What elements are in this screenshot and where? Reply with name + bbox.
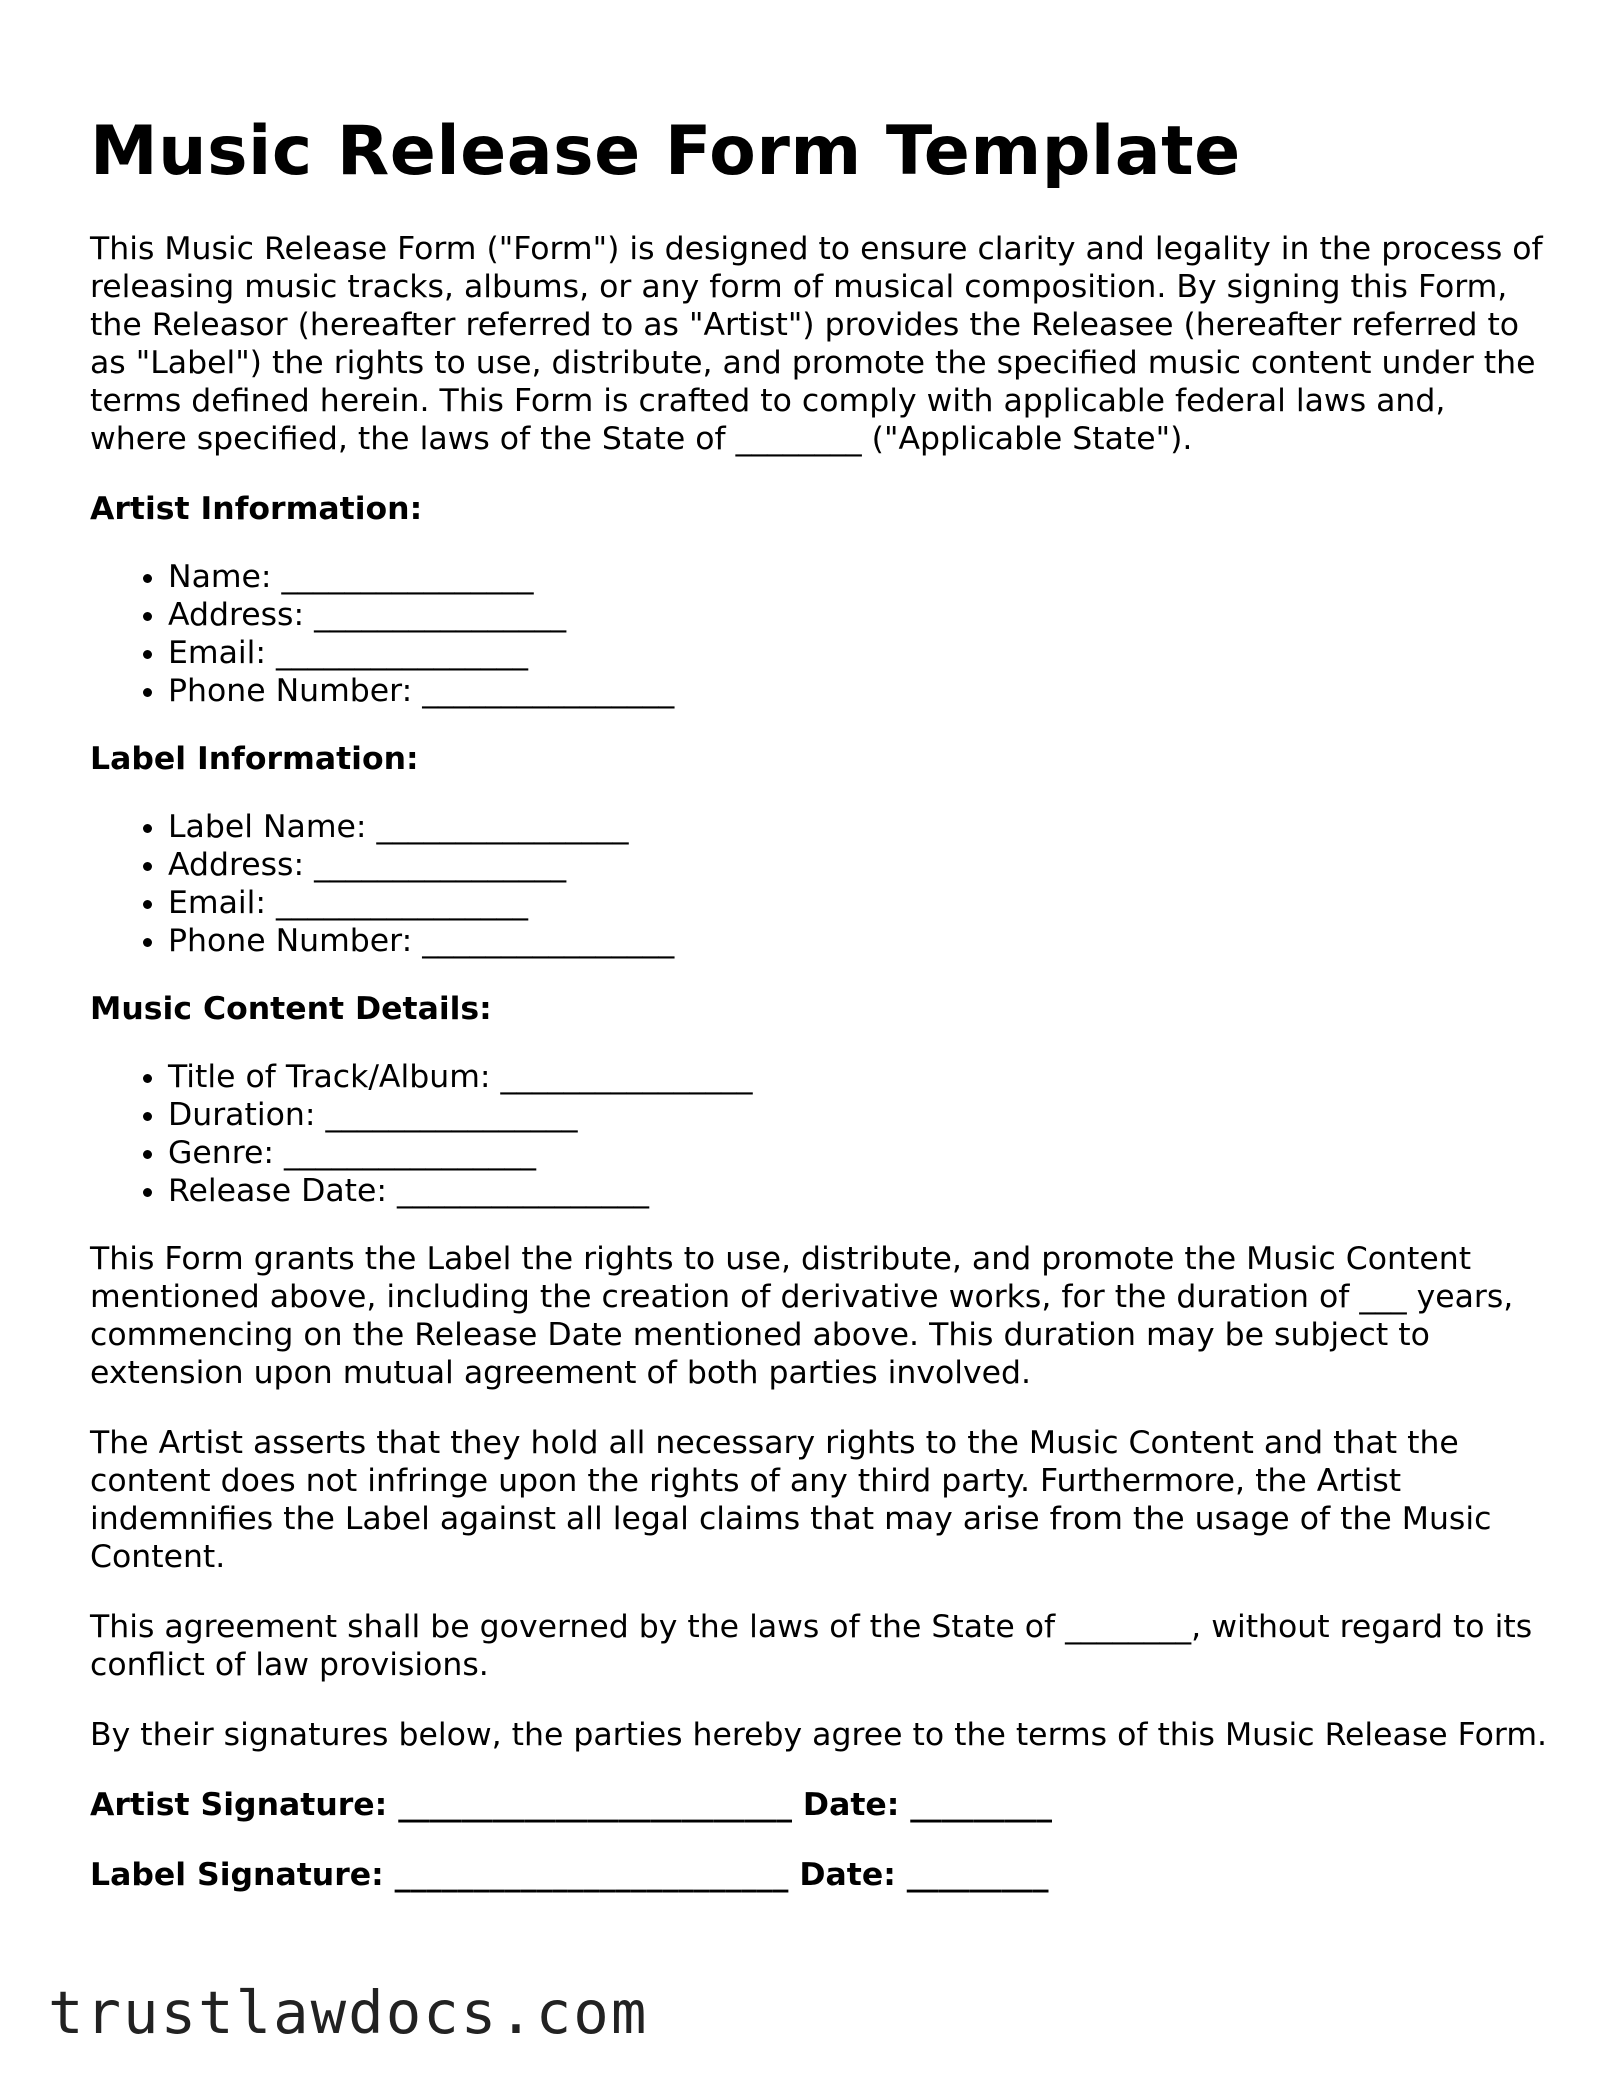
document-page [90, 112, 1550, 1926]
label-signature-line: Label Signature: _________________________ Date: _________ [90, 1857, 1049, 1893]
label-info-heading: Label Information: [90, 741, 419, 777]
list-item: • Address: ________________ [168, 596, 1550, 634]
artist-signature-line: Artist Signature: _________________________ Date: _________ [90, 1787, 1053, 1823]
list-item: • Duration: ________________ [168, 1096, 1550, 1134]
warranty-paragraph: The Artist asserts that they hold all necessary rights to the Music Content and that the content does not infringe upon the rights of any third party. Furthermore, the Artist indemnifies the Label against all legal claims that may arise from the usage of the Music Content. [90, 1425, 1492, 1575]
label-info-list [90, 808, 1550, 960]
list-item: • Genre: ________________ [168, 1134, 1550, 1172]
list-item: • Phone Number: ________________ [168, 922, 1550, 960]
music-details-list [90, 1058, 1550, 1210]
music-details-heading: Music Content Details: [90, 991, 492, 1027]
agreement-paragraph: By their signatures below, the parties hereby agree to the terms of this Music Release Form. [90, 1717, 1548, 1753]
rights-paragraph: This Form grants the Label the rights to use, distribute, and promote the Music Content mentioned above, including the creation of derivative works, for the duration of ___ years, commencing on the Release Date mentioned above. This duration may be subject to extension upon mutual agreement of both parties involved. [90, 1241, 1514, 1391]
list-item: • Email: ________________ [168, 884, 1550, 922]
list-item: • Release Date: ________________ [168, 1172, 1550, 1210]
governing-law-paragraph: This agreement shall be governed by the laws of the State of ________, without regard to its conflict of law provisions. [90, 1609, 1533, 1683]
list-item: • Email: ________________ [168, 634, 1550, 672]
list-item: • Label Name: ________________ [168, 808, 1550, 846]
list-item: • Title of Track/Album: ________________ [168, 1058, 1550, 1096]
watermark: trustlawdocs.com [48, 1978, 649, 2047]
list-item: • Phone Number: ________________ [168, 672, 1550, 710]
intro-paragraph: This Music Release Form ("Form") is designed to ensure clarity and legality in the process of releasing music tracks, albums, or any form of musical composition. By signing this Form, the Releasor (hereafter referred to as "Artist") provides the Releasee (hereafter referred to as "Label") the rights to use, distribute, and promote the specified music content under the terms defined herein. This Form is crafted to comply with applicable federal laws and, where specified, the laws of the State of ________ ("Applicable State"). [90, 231, 1543, 457]
list-item: • Address: ________________ [168, 846, 1550, 884]
list-item: • Name: ________________ [168, 558, 1550, 596]
page-title: Music Release Form Template [90, 112, 1241, 191]
artist-info-list [90, 558, 1550, 710]
artist-info-heading: Artist Information: [90, 491, 423, 527]
